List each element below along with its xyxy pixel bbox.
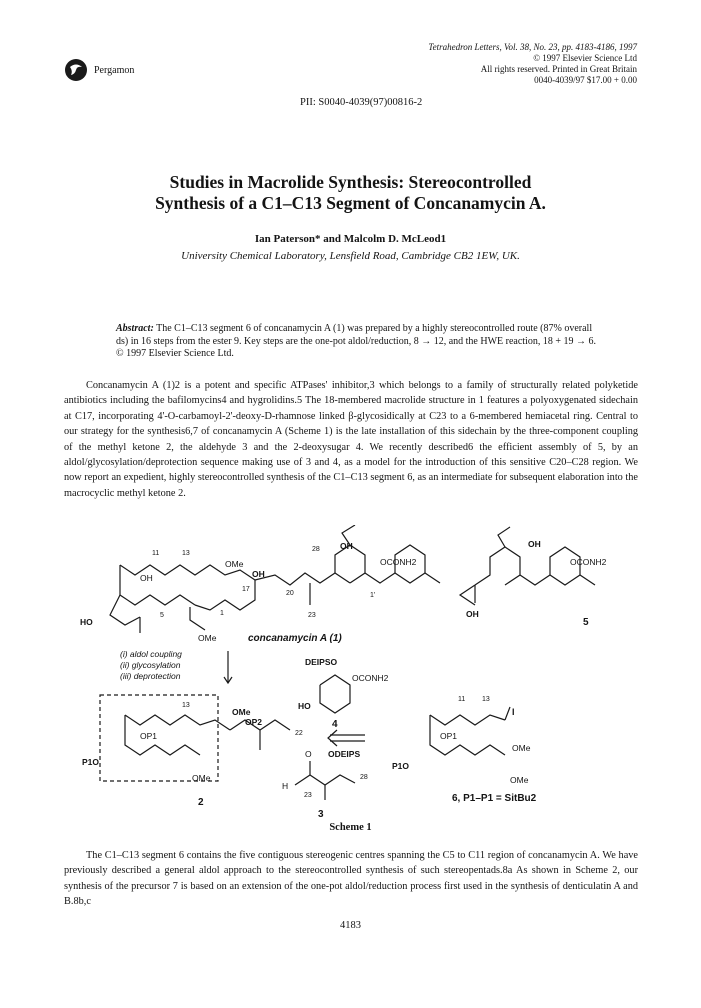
c13-label-6: 13 xyxy=(482,696,490,703)
price-line: 0040-4039/97 $17.00 + 0.00 xyxy=(534,75,637,85)
scheme-caption: Scheme 1 xyxy=(329,822,372,833)
op2-label: OP2 xyxy=(245,717,263,727)
page-number: 4183 xyxy=(340,920,361,931)
compound-2-number: 2 xyxy=(198,797,204,808)
publisher-block xyxy=(64,58,134,82)
oh-label-17: OH xyxy=(252,569,265,579)
compound-4-structure xyxy=(320,675,350,713)
step-1-label: (i) aldol coupling xyxy=(120,649,182,659)
c1p-label: 1' xyxy=(370,592,376,599)
c13-label: 13 xyxy=(182,550,190,557)
body-paragraph-1 xyxy=(64,378,638,501)
rights-line: All rights reserved. Printed in Great Britain xyxy=(480,64,637,74)
paragraph-2-text: The C1–C13 segment 6 contains the five contiguous stereogenic centres spanning the C5 to C11 region of concanamycin A. We have previously described a general aldol approach to the stereocontrolled synthesis of such stereopentads.8a As shown in Scheme 2, our synthesis of the precursor 7 is based on an extension of the one-pot aldol/reduction process first used in the synthesis of denticulatin A and B.8b,c xyxy=(64,850,638,908)
c20-label: 20 xyxy=(286,590,294,597)
deipso-label: DEIPSO xyxy=(305,657,338,667)
p1o-label-2: P1O xyxy=(82,757,100,767)
abstract xyxy=(116,323,596,361)
pergamon-logo-icon xyxy=(64,58,88,82)
iodo-label: I xyxy=(512,707,515,717)
c28-label: 28 xyxy=(312,546,320,553)
o-label-3: O xyxy=(305,749,312,759)
oh-label-sugar: OH xyxy=(340,541,353,551)
c13-label-2: 13 xyxy=(182,702,190,709)
ome-label-6: OMe xyxy=(512,743,531,753)
publisher-name: Pergamon xyxy=(94,64,135,76)
compound-3-number: 3 xyxy=(318,809,324,820)
ho-label: HO xyxy=(80,617,93,627)
oh-label-5b: OH xyxy=(466,609,479,619)
oh-label-left: OH xyxy=(140,573,153,583)
oconh2-label-5: OCONH2 xyxy=(570,557,607,567)
abstract-text: The C1–C13 segment 6 of concanamycin A (1) was prepared by a highly stereocontrolled route (87% overall ds) in 16 steps from the ester 9. Key steps are the one-pot aldol/reduction, 8 → 12, and the HWE reaction, 18 + 19 → 6. © 1997 Elsevier Science Ltd. xyxy=(116,323,596,359)
affiliation: University Chemical Laboratory, Lensfield Road, Cambridge CB2 1EW, UK. xyxy=(181,250,520,262)
ome-label-top: OMe xyxy=(225,559,244,569)
c28-label-3: 28 xyxy=(360,774,368,781)
ome-label-bottom: OMe xyxy=(198,633,217,643)
journal-header xyxy=(428,42,637,86)
c1-label: 1 xyxy=(220,610,224,617)
c11-label: 11 xyxy=(152,550,160,557)
p1o-label-6: P1O xyxy=(392,761,410,771)
odeips-label: ODEIPS xyxy=(328,749,361,759)
c11-label-6: 11 xyxy=(458,696,466,703)
compound-5-number: 5 xyxy=(583,617,589,628)
authors: Ian Paterson* and Malcolm D. McLeod1 xyxy=(254,233,447,245)
c23-label-3: 23 xyxy=(304,792,312,799)
oconh2-label-4: OCONH2 xyxy=(352,673,389,683)
body-paragraph-2 xyxy=(64,848,638,910)
c17-label: 17 xyxy=(242,586,250,593)
journal-line: Tetrahedron Letters, Vol. 38, No. 23, pp. 4183-4186, 1997 xyxy=(428,42,637,52)
ome-label-2b: OMe xyxy=(192,773,211,783)
article-title xyxy=(0,172,701,214)
pii-line: PII: S0040-4039(97)00816-2 xyxy=(300,97,423,108)
oh-label-5: OH xyxy=(528,539,541,549)
step-3-label: (iii) deprotection xyxy=(120,671,181,681)
ome-label-2: OMe xyxy=(232,707,251,717)
concanamycin-label: concanamycin A (1) xyxy=(248,633,342,644)
oconh2-label-1: OCONH2 xyxy=(380,557,417,567)
title-line-1: Studies in Macrolide Synthesis: Stereocontrolled xyxy=(169,172,532,192)
c22-label: 22 xyxy=(295,730,303,737)
op1-label-6: OP1 xyxy=(440,731,458,741)
c23-label: 23 xyxy=(308,612,316,619)
abstract-label: Abstract: xyxy=(116,323,154,334)
compound-4-number: 4 xyxy=(332,719,338,730)
ome-label-6b: OMe xyxy=(510,775,529,785)
copyright-line: © 1997 Elsevier Science Ltd xyxy=(533,53,637,63)
ho-label-4: HO xyxy=(298,701,311,711)
compound-6-label: 6, P1–P1 = SitBu2 xyxy=(452,793,537,804)
step-2-label: (ii) glycosylation xyxy=(120,660,181,670)
paragraph-1-text: Concanamycin A (1)2 is a potent and specific ATPases' inhibitor,3 which belongs to a family of structurally related polyketide antibiotics including the bafilomycins4 and hygrolidins.5 The 18-membered macrolide structure in 1 features a polyoxygenated sidechain at C17, incorporating 4'-O-carbamoyl-2'-deoxy-D-rhamnose linked β-glycosidically at C23 to a 6-membered hemiacetal ring. Central to our strategy for the synthesis6,7 of concanamycin A (Scheme 1) is the late installation of this sidechain by the three-component coupling of the methyl ketone 2, the aldehyde 3 and the 2-deoxysugar 4. We recently described6 the efficient assembly of 5, by an aldol/glycosylation/deprotection sequence making use of 3 and 4, as a model for the introduction of this sensitive C20–C28 region. We now report an expedient, highly stereocontrolled synthesis of the C1–C13 segment 6, as an intermediate for subsequent elaboration into the macrocyclic methyl ketone 2. xyxy=(64,380,638,499)
c5-label: 5 xyxy=(160,612,164,619)
h-label-3: H xyxy=(282,781,289,791)
scheme-1-figure xyxy=(80,525,640,820)
title-line-2: Synthesis of a C1–C13 Segment of Concanamycin A. xyxy=(155,193,546,213)
op1-label-2: OP1 xyxy=(140,731,158,741)
